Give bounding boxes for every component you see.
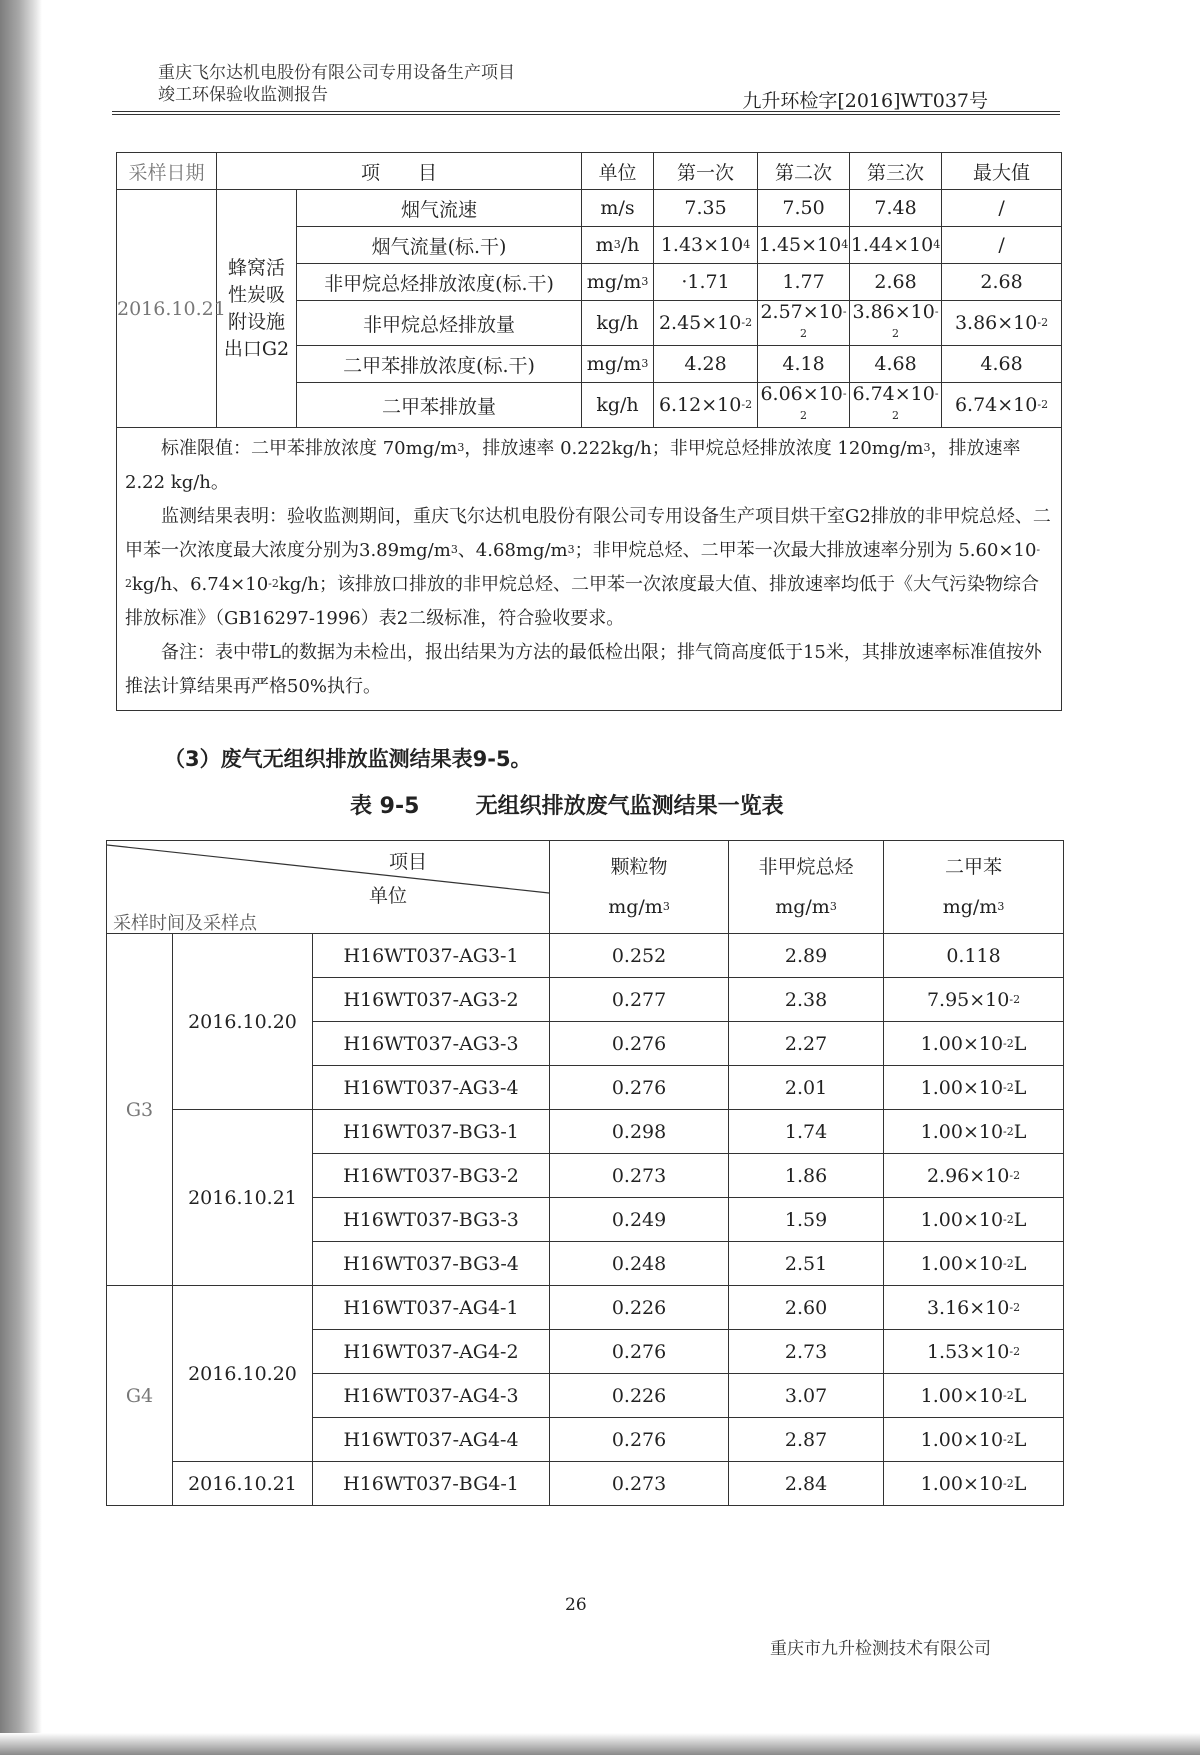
sample-id: H16WT037-BG3-3 bbox=[313, 1198, 550, 1242]
xylene-value: $1.53\times 10^{-2}$ bbox=[884, 1330, 1064, 1374]
sample-id: H16WT037-AG3-4 bbox=[313, 1066, 550, 1110]
scan-bottom-edge bbox=[0, 1733, 1200, 1755]
value-max: / bbox=[942, 190, 1062, 227]
nmhc-value: 1.86 bbox=[729, 1154, 884, 1198]
col-header-item: 项 目 bbox=[217, 153, 582, 190]
value-max: $6.74\times 10^{-2}$ bbox=[942, 383, 1062, 428]
col-header-first: 第一次 bbox=[654, 153, 758, 190]
header-sampling-label: 采样时间及采样点 bbox=[113, 913, 257, 934]
header-item-label: 项目 bbox=[389, 851, 428, 873]
nmhc-value: 2.38 bbox=[729, 978, 884, 1022]
nmhc-value: 2.89 bbox=[729, 934, 884, 978]
sample-id: H16WT037-AG3-2 bbox=[313, 978, 550, 1022]
sample-id: H16WT037-AG4-2 bbox=[313, 1330, 550, 1374]
particulate-value: 0.276 bbox=[550, 1066, 729, 1110]
item-name: 非甲烷总烃排放浓度(标.干) bbox=[297, 264, 582, 301]
nmhc-value: 2.87 bbox=[729, 1418, 884, 1462]
nmhc-value: 2.51 bbox=[729, 1242, 884, 1286]
table-row bbox=[107, 1110, 1064, 1154]
particulate-value: 0.276 bbox=[550, 1330, 729, 1374]
running-header bbox=[158, 62, 515, 106]
particulate-value: 0.276 bbox=[550, 1418, 729, 1462]
value-1: ·1.71 bbox=[654, 264, 758, 301]
table-title bbox=[350, 789, 950, 820]
value-2: 7.50 bbox=[758, 190, 850, 227]
company-footer: 重庆市九升检测技术有限公司 bbox=[770, 1639, 991, 1659]
unit: $mg/m^3$ bbox=[582, 264, 654, 301]
xylene-value: $1.00\times 10^{-2}L$ bbox=[884, 1022, 1064, 1066]
value-1: $1.43\times 10^4$ bbox=[654, 227, 758, 264]
sample-id: H16WT037-BG3-1 bbox=[313, 1110, 550, 1154]
sampling-location: 蜂窝活性炭吸附设施出口G2 bbox=[217, 190, 297, 428]
item-name: 烟气流速 bbox=[297, 190, 582, 227]
sampling-date: 2016.10.20 bbox=[173, 934, 313, 1110]
value-3: 2.68 bbox=[850, 264, 942, 301]
item-name: 烟气流量(标.干) bbox=[297, 227, 582, 264]
nmhc-value: 1.59 bbox=[729, 1198, 884, 1242]
particulate-value: 0.248 bbox=[550, 1242, 729, 1286]
xylene-value: 0.118 bbox=[884, 934, 1064, 978]
notes-cell bbox=[117, 428, 1062, 711]
nmhc-value: 1.74 bbox=[729, 1110, 884, 1154]
nmhc-value: 2.01 bbox=[729, 1066, 884, 1110]
remark-note: 备注：表中带L的数据为未检出，报出结果为方法的最低检出限；排气筒高度低于15米，其排放速率标准值按外推法计算结果再严格50%执行。 bbox=[125, 642, 1042, 697]
report-number: 九升环检字[2016]WT037号 bbox=[742, 90, 988, 112]
sample-id: H16WT037-AG4-1 bbox=[313, 1286, 550, 1330]
value-max: 4.68 bbox=[942, 346, 1062, 383]
xylene-value: $1.00\times 10^{-2}L$ bbox=[884, 1066, 1064, 1110]
value-3: $3.86\times 10^{-2}$ bbox=[850, 301, 942, 346]
col-header-unit: 单位 bbox=[582, 153, 654, 190]
value-1: 7.35 bbox=[654, 190, 758, 227]
unit: $m^3/h$ bbox=[582, 227, 654, 264]
unit: $mg/m^3$ bbox=[582, 346, 654, 383]
xylene-value: $1.00\times 10^{-2}L$ bbox=[884, 1110, 1064, 1154]
value-max: / bbox=[942, 227, 1062, 264]
item-name: 非甲烷总烃排放量 bbox=[297, 301, 582, 346]
item-name: 二甲苯排放量 bbox=[297, 383, 582, 428]
value-1: $6.12\times 10^{-2}$ bbox=[654, 383, 758, 428]
sample-id: H16WT037-BG4-1 bbox=[313, 1462, 550, 1506]
site-g4: G4 bbox=[107, 1286, 173, 1506]
value-2: $2.57\times 10^{-2}$ bbox=[758, 301, 850, 346]
site-g3: G3 bbox=[107, 934, 173, 1286]
sample-id: H16WT037-AG4-4 bbox=[313, 1418, 550, 1462]
particulate-value: 0.273 bbox=[550, 1462, 729, 1506]
unit: m/s bbox=[582, 190, 654, 227]
sample-id: H16WT037-AG4-3 bbox=[313, 1374, 550, 1418]
sampling-date: 2016.10.20 bbox=[173, 1286, 313, 1462]
particulate-value: 0.252 bbox=[550, 934, 729, 978]
header-rule-2 bbox=[112, 114, 1060, 115]
xylene-value: $1.00\times 10^{-2}L$ bbox=[884, 1462, 1064, 1506]
page-number: 26 bbox=[565, 1595, 587, 1615]
table-number: 表 9-5 bbox=[350, 794, 420, 819]
nmhc-value: 2.84 bbox=[729, 1462, 884, 1506]
g2-outlet-table bbox=[116, 152, 1062, 711]
table-row bbox=[107, 934, 1064, 978]
notes-row bbox=[117, 428, 1062, 711]
value-2: 1.77 bbox=[758, 264, 850, 301]
particulate-value: 0.249 bbox=[550, 1198, 729, 1242]
col-header-third: 第三次 bbox=[850, 153, 942, 190]
unit: kg/h bbox=[582, 383, 654, 428]
nmhc-value: 2.27 bbox=[729, 1022, 884, 1066]
particulate-value: 0.226 bbox=[550, 1374, 729, 1418]
particulate-value: 0.298 bbox=[550, 1110, 729, 1154]
particulate-value: 0.277 bbox=[550, 978, 729, 1022]
nmhc-value: 2.73 bbox=[729, 1330, 884, 1374]
sample-id: H16WT037-BG3-2 bbox=[313, 1154, 550, 1198]
value-3: 4.68 bbox=[850, 346, 942, 383]
col-header-xylene: 二甲苯 $mg/m^3$ bbox=[884, 841, 1064, 934]
diagonal-header-cell bbox=[107, 841, 550, 934]
value-max: 2.68 bbox=[942, 264, 1062, 301]
item-name: 二甲苯排放浓度(标.干) bbox=[297, 346, 582, 383]
xylene-value: $1.00\times 10^{-2}L$ bbox=[884, 1374, 1064, 1418]
table-row bbox=[107, 1286, 1064, 1330]
value-2: 4.18 bbox=[758, 346, 850, 383]
table-header-row bbox=[117, 153, 1062, 190]
value-3: $6.74\times 10^{-2}$ bbox=[850, 383, 942, 428]
value-1: $2.45\times 10^{-2}$ bbox=[654, 301, 758, 346]
scan-left-edge bbox=[0, 0, 42, 1755]
value-max: $3.86\times 10^{-2}$ bbox=[942, 301, 1062, 346]
table-caption: 无组织排放废气监测结果一览表 bbox=[475, 794, 784, 819]
xylene-value: $1.00\times 10^{-2}L$ bbox=[884, 1242, 1064, 1286]
particulate-value: 0.276 bbox=[550, 1022, 729, 1066]
unit: kg/h bbox=[582, 301, 654, 346]
project-title: 重庆飞尔达机电股份有限公司专用设备生产项目 bbox=[158, 63, 515, 83]
table-header-row bbox=[107, 841, 1064, 934]
xylene-value: $1.00\times 10^{-2}L$ bbox=[884, 1418, 1064, 1462]
fugitive-emission-table bbox=[106, 840, 1064, 1506]
value-1: 4.28 bbox=[654, 346, 758, 383]
report-title: 竣工环保验收监测报告 bbox=[158, 85, 328, 105]
sample-id: H16WT037-AG3-1 bbox=[313, 934, 550, 978]
value-3: $1.44\times 10^4$ bbox=[850, 227, 942, 264]
sampling-date: 2016.10.21 bbox=[173, 1110, 313, 1286]
monitoring-result-note: 监测结果表明：验收监测期间，重庆飞尔达机电股份有限公司专用设备生产项目烘干室G2排放的非甲烷总烃、二甲苯一次浓度最大浓度分别为$3.89mg/m^3$、$4.68mg/m^3$；非甲烷总烃、二甲苯一次最大排放速率分别为 $5.60\times 10^{-2}kg/h$、$6.74\times 10^{-2}kg/h$；该排放口排放的非甲烷总烃、二甲苯一次浓度最大值、排放速率均低于《大气污染物综合排放标准》（GB16297-1996）表2二级标准，符合验收要求。 bbox=[125, 506, 1051, 629]
value-3: 7.48 bbox=[850, 190, 942, 227]
col-header-nmhc: 非甲烷总烃 $mg/m^3$ bbox=[729, 841, 884, 934]
xylene-value: $3.16\times 10^{-2}$ bbox=[884, 1286, 1064, 1330]
xylene-value: $7.95\times 10^{-2}$ bbox=[884, 978, 1064, 1022]
nmhc-value: 3.07 bbox=[729, 1374, 884, 1418]
sampling-date: 2016.10.21 bbox=[173, 1462, 313, 1506]
sampling-date: 2016.10.21 bbox=[117, 190, 217, 428]
xylene-value: $1.00\times 10^{-2}L$ bbox=[884, 1198, 1064, 1242]
section-heading: （3）废气无组织排放监测结果表9-5。 bbox=[164, 747, 532, 771]
col-header-max: 最大值 bbox=[942, 153, 1062, 190]
particulate-value: 0.273 bbox=[550, 1154, 729, 1198]
xylene-value: $2.96\times 10^{-2}$ bbox=[884, 1154, 1064, 1198]
sample-id: H16WT037-BG3-4 bbox=[313, 1242, 550, 1286]
sample-id: H16WT037-AG3-3 bbox=[313, 1022, 550, 1066]
col-header-particulate: 颗粒物 $mg/m^3$ bbox=[550, 841, 729, 934]
col-header-second: 第二次 bbox=[758, 153, 850, 190]
particulate-value: 0.226 bbox=[550, 1286, 729, 1330]
table-row bbox=[107, 1462, 1064, 1506]
header-unit-label: 单位 bbox=[369, 885, 408, 907]
col-header-date: 采样日期 bbox=[117, 153, 217, 190]
header-rule bbox=[112, 111, 1060, 112]
standard-limit-note: 标准限值：二甲苯排放浓度 $70mg/m^3$，排放速率 0.222kg/h；非甲烷总烃排放浓度 $120mg/m^3$，排放速率 2.22 kg/h。 bbox=[125, 438, 1021, 493]
value-2: $6.06\times 10^{-2}$ bbox=[758, 383, 850, 428]
nmhc-value: 2.60 bbox=[729, 1286, 884, 1330]
table-row bbox=[117, 190, 1062, 227]
value-2: $1.45\times 10^4$ bbox=[758, 227, 850, 264]
